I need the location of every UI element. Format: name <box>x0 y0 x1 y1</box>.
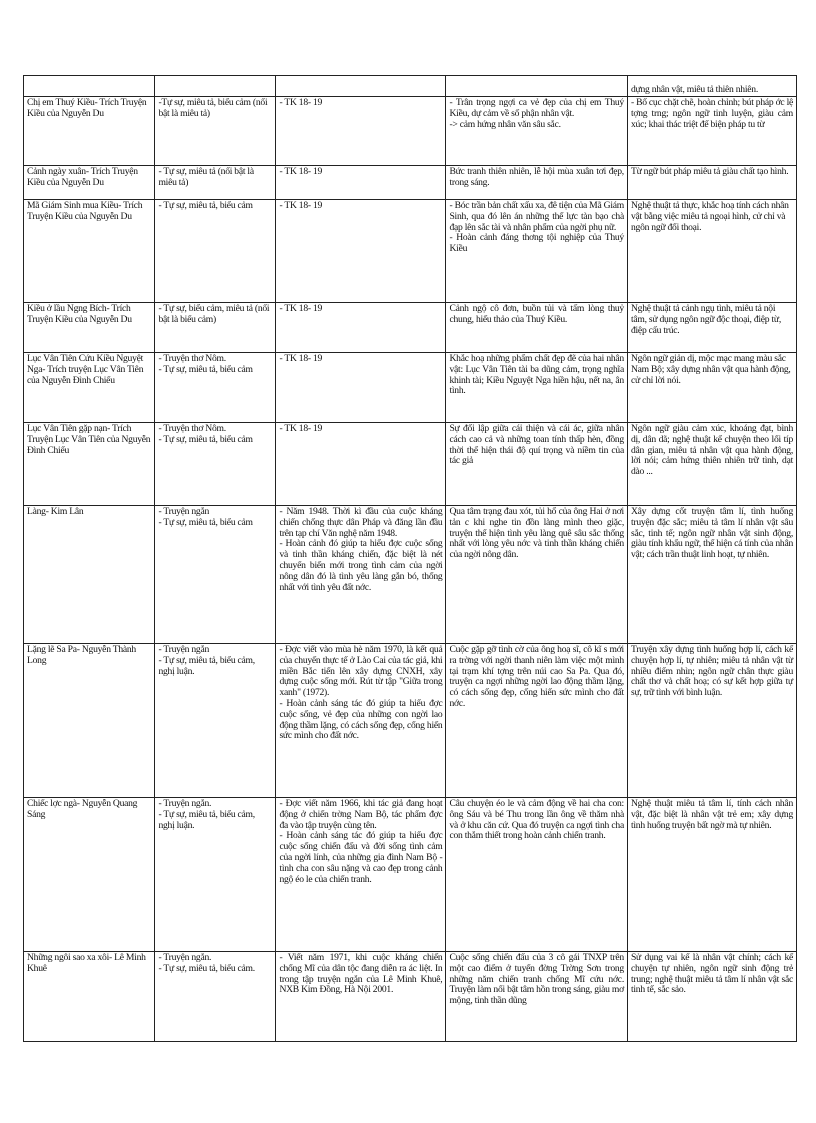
art-cell: Nghệ thuật tả thực, khắc hoạ tính cách nhân vật bằng việc miêu tả ngoại hình, cử chỉ và ngôn ngữ đối thoại. <box>627 200 796 303</box>
context-cell: - Viết năm 1971, khi cuộc kháng chiến chống Mĩ của dân tộc đang diễn ra ác liệt. In trong tập truyện ngắn của Lê Minh Khuê, NXB Kim Đồng, Hà Nội 2001. <box>276 952 446 1042</box>
genre-cell: - Truyện ngắn. - Tự sự, miêu tả, biểu cảm. <box>155 952 276 1042</box>
content-cell: Cảnh ngộ cô đơn, buồn tủi và tấm lòng thuỷ chung, hiếu thảo của Thuý Kiều. <box>446 303 628 353</box>
table-row <box>24 798 797 952</box>
art-cell: - Bố cục chặt chẽ, hoàn chỉnh; bút pháp ớc lệ tợng trng; ngôn ngữ tinh luyện, giàu cảm xúc; khai thác triệt để biện pháp tu từ <box>627 97 796 166</box>
context-cell: - Đợc viết năm 1966, khi tác giả đang hoạt động ở chiến trờng Nam Bộ, tác phẩm đợc đa vào tập truyện cùng tên. - Hoàn cảnh sáng tác đó giúp ta hiểu đợc cuộc sống chiến đấu và đời sống tình cảm của ngời lính, của những gia đình Nam Bộ - tình cha con sâu nặng và cao đẹp trong cảnh ngộ éo le của chiến tranh. <box>276 798 446 952</box>
genre-cell: - Tự sự, miêu tả, biểu cảm <box>155 200 276 303</box>
content-cell: Bức tranh thiên nhiên, lễ hội mùa xuân tơi đẹp, trong sáng. <box>446 166 628 200</box>
art-cell: Xây dựng cốt truyện tâm lí, tình huống truyện đặc sắc; miêu tả tâm lí nhân vật sâu sắc, tinh tế; ngôn ngữ nhân vật sinh động, giàu tính khẩu ngữ, thể hiện cá tính của nhân vật; cách trần thuật linh hoạt, tự nhiên. <box>627 506 796 644</box>
context-cell <box>276 76 446 97</box>
work-cell: Cảnh ngày xuân- Trích Truyện Kiều của Nguyễn Du <box>24 166 155 200</box>
table-row <box>24 200 797 303</box>
art-cell: dựng nhân vật, miêu tả thiên nhiên. <box>627 76 796 97</box>
art-cell: Ngôn ngữ giàu cảm xúc, khoáng đạt, bình dị, dân dã; nghệ thuật kể chuyện theo lối típ dân gian, miêu tả nhân vật qua hành động, lời nói; cảm hứng thiên nhiên trữ tình, dạt dào ... <box>627 423 796 506</box>
table-row <box>24 76 797 97</box>
content-cell: Cuộc gặp gỡ tình cờ của ông hoạ sĩ, cô kĩ s mới ra trờng với ngời thanh niên làm việc một mình tại trạm khí tợng trên núi cao Sa Pa. Qua đó, truyện ca ngợi những ngời lao động thầm lặng, có cách sống đẹp, cống hiến sức mình cho đất nớc. <box>446 644 628 798</box>
context-cell: - TK 18- 19 <box>276 303 446 353</box>
work-cell: Mã Giám Sinh mua Kiều- Trích Truyện Kiều của Nguyễn Du <box>24 200 155 303</box>
genre-cell: -Tự sự, miêu tả, biểu cảm (nổi bật là miêu tả) <box>155 97 276 166</box>
art-cell: Nghệ thuật tả cảnh ngụ tình, miêu tả nội tâm, sử dụng ngôn ngữ độc thoại, điệp từ, điệp cấu trúc. <box>627 303 796 353</box>
context-cell: - TK 18- 19 <box>276 200 446 303</box>
work-cell: Chiếc lợc ngà- Nguyễn Quang Sáng <box>24 798 155 952</box>
context-cell: - TK 18- 19 <box>276 166 446 200</box>
table-row <box>24 506 797 644</box>
work-cell: Lục Vân Tiên gặp nạn- Trích Truyện Lục Vân Tiên của Nguyễn Đình Chiểu <box>24 423 155 506</box>
content-cell: Sự đối lập giữa cái thiện và cái ác, giữa nhân cách cao cả và những toan tính thấp hèn, đồng thời thể hiện thái độ quí trọng và niềm tin của tác giả <box>446 423 628 506</box>
table-row <box>24 97 797 166</box>
genre-cell: - Truyện thơ Nôm. - Tự sự, miêu tả, biểu cảm <box>155 353 276 423</box>
work-cell: Lục Vân Tiên Cứu Kiều Nguyệt Nga- Trích truyện Lục Vân Tiên của Nguyễn Đình Chiểu <box>24 353 155 423</box>
work-cell: Kiều ở lầu Ngng Bích- Trích Truyện Kiều của Nguyễn Du <box>24 303 155 353</box>
content-cell: Khắc hoạ những phẩm chất đẹp đẽ của hai nhân vật: Lục Vân Tiên tài ba dũng cảm, trọng nghĩa khinh tài; Kiều Nguyệt Nga hiền hậu, nết na, ân tình. <box>446 353 628 423</box>
content-cell <box>446 76 628 97</box>
genre-cell: - Tự sự, miêu tả (nổi bật là miêu tả) <box>155 166 276 200</box>
context-cell: - TK 18- 19 <box>276 97 446 166</box>
content-cell: Cuộc sống chiến đấu của 3 cô gái TNXP trên một cao điểm ở tuyến đờng Trờng Sơn trong những năm chiến tranh chống Mĩ cứu nớc. Truyện làm nổi bật tâm hồn trong sáng, giàu mơ mộng, tinh thần dũng <box>446 952 628 1042</box>
content-cell: - Trân trọng ngợi ca vẻ đẹp của chị em Thuý Kiều, dự cảm về số phận nhân vật. -> cảm hứng nhân văn sâu sắc. <box>446 97 628 166</box>
art-cell: Truyện xây dựng tình huống hợp lí, cách kể chuyện hợp lí, tự nhiên; miêu tả nhân vật từ nhiều điểm nhìn; ngôn ngữ chân thực giàu chất thơ và chất hoạ; có sự kết hợp giữa tự sự, trữ tình với bình luận. <box>627 644 796 798</box>
genre-cell: - Truyện ngắn. - Tự sự, miêu tả, biểu cảm, nghị luận. <box>155 798 276 952</box>
art-cell: Ngôn ngữ giản dị, mộc mạc mang màu sắc Nam Bộ; xây dựng nhân vật qua hành động, cử chỉ lời nói. <box>627 353 796 423</box>
table-row <box>24 166 797 200</box>
work-cell: Những ngôi sao xa xôi- Lê Minh Khuê <box>24 952 155 1042</box>
genre-cell: - Truyện ngắn - Tự sự, miêu tả, biểu cảm <box>155 506 276 644</box>
context-cell: - TK 18- 19 <box>276 423 446 506</box>
art-cell: Nghệ thuật miêu tả tâm lí, tính cách nhân vật, đặc biệt là nhân vật trẻ em; xây dựng tình huống truyện bất ngờ mà tự nhiên. <box>627 798 796 952</box>
genre-cell <box>155 76 276 97</box>
work-cell: Chị em Thuý Kiều- Trích Truyện Kiều của Nguyễn Du <box>24 97 155 166</box>
table-row <box>24 644 797 798</box>
table-row <box>24 303 797 353</box>
art-cell: Sử dụng vai kể là nhân vật chính; cách kể chuyện tự nhiên, ngôn ngữ sinh động trẻ trung; nghệ thuật miêu tả tâm lí nhân vật sắc tinh tế, sắc sảo. <box>627 952 796 1042</box>
genre-cell: - Truyện thơ Nôm. - Tự sự, miêu tả, biểu cảm <box>155 423 276 506</box>
genre-cell: - Truyện ngắn - Tự sự, miêu tả, biểu cảm, nghị luận. <box>155 644 276 798</box>
table-row <box>24 353 797 423</box>
literature-summary-table <box>23 75 797 1042</box>
genre-cell: - Tự sự, biểu cảm, miêu tả (nổi bật là biểu cảm) <box>155 303 276 353</box>
content-cell: Qua tâm trạng đau xót, tủi hổ của ông Hai ở nơi tản c khi nghe tin đồn làng mình theo giặc, truyện thể hiện tình yêu làng quê sâu sắc thống nhất với lòng yêu nớc và tinh thần kháng chiến của ngời nông dân. <box>446 506 628 644</box>
work-cell <box>24 76 155 97</box>
content-cell: - Bóc trần bản chất xấu xa, đê tiện của Mã Giám Sinh, qua đó lên án những thế lực tàn bạo chà đạp lên sắc tài và nhân phẩm của ngời phụ nữ. - Hoàn cảnh đáng thơng tội nghiệp của Thuý Kiều <box>446 200 628 303</box>
context-cell: - TK 18- 19 <box>276 353 446 423</box>
context-cell: - Năm 1948. Thời kì đầu của cuộc kháng chiến chống thực dân Pháp và đăng lần đầu trên tạp chí Văn nghệ năm 1948. - Hoàn cảnh đó giúp ta hiểu đợc cuộc sống và tinh thần kháng chiến, đặc biệt là nét chuyển biến mới trong tình cảm của ngời nông dân đó là tình yêu làng gắn bó, thống nhất với tình yêu đất nớc. <box>276 506 446 644</box>
content-cell: Câu chuyện éo le và cảm động về hai cha con: ông Sáu và bé Thu trong lần ông về thăm nhà và ở khu căn cứ. Qua đó truyện ca ngợi tình cha con thắm thiết trong hoàn cảnh chiến tranh. <box>446 798 628 952</box>
table-row <box>24 423 797 506</box>
work-cell: Làng- Kim Lân <box>24 506 155 644</box>
art-cell: Từ ngữ bút pháp miêu tả giàu chất tạo hình. <box>627 166 796 200</box>
table-row <box>24 952 797 1042</box>
work-cell: Lặng lẽ Sa Pa- Nguyễn Thành Long <box>24 644 155 798</box>
context-cell: - Đợc viết vào mùa hè năm 1970, là kết quả của chuyến thực tế ở Lào Cai của tác giả, khi miền Bắc tiến lên xây dựng CNXH, xây dựng cuộc sống mới. Rút từ tập "Giữa trong xanh" (1972). - Hoàn cảnh sáng tác đó giúp ta hiểu đợc cuộc sống, vẻ đẹp của những con ngời lao động thầm lặng, có cách sống đẹp, cống hiến sức mình cho đất nớc. <box>276 644 446 798</box>
